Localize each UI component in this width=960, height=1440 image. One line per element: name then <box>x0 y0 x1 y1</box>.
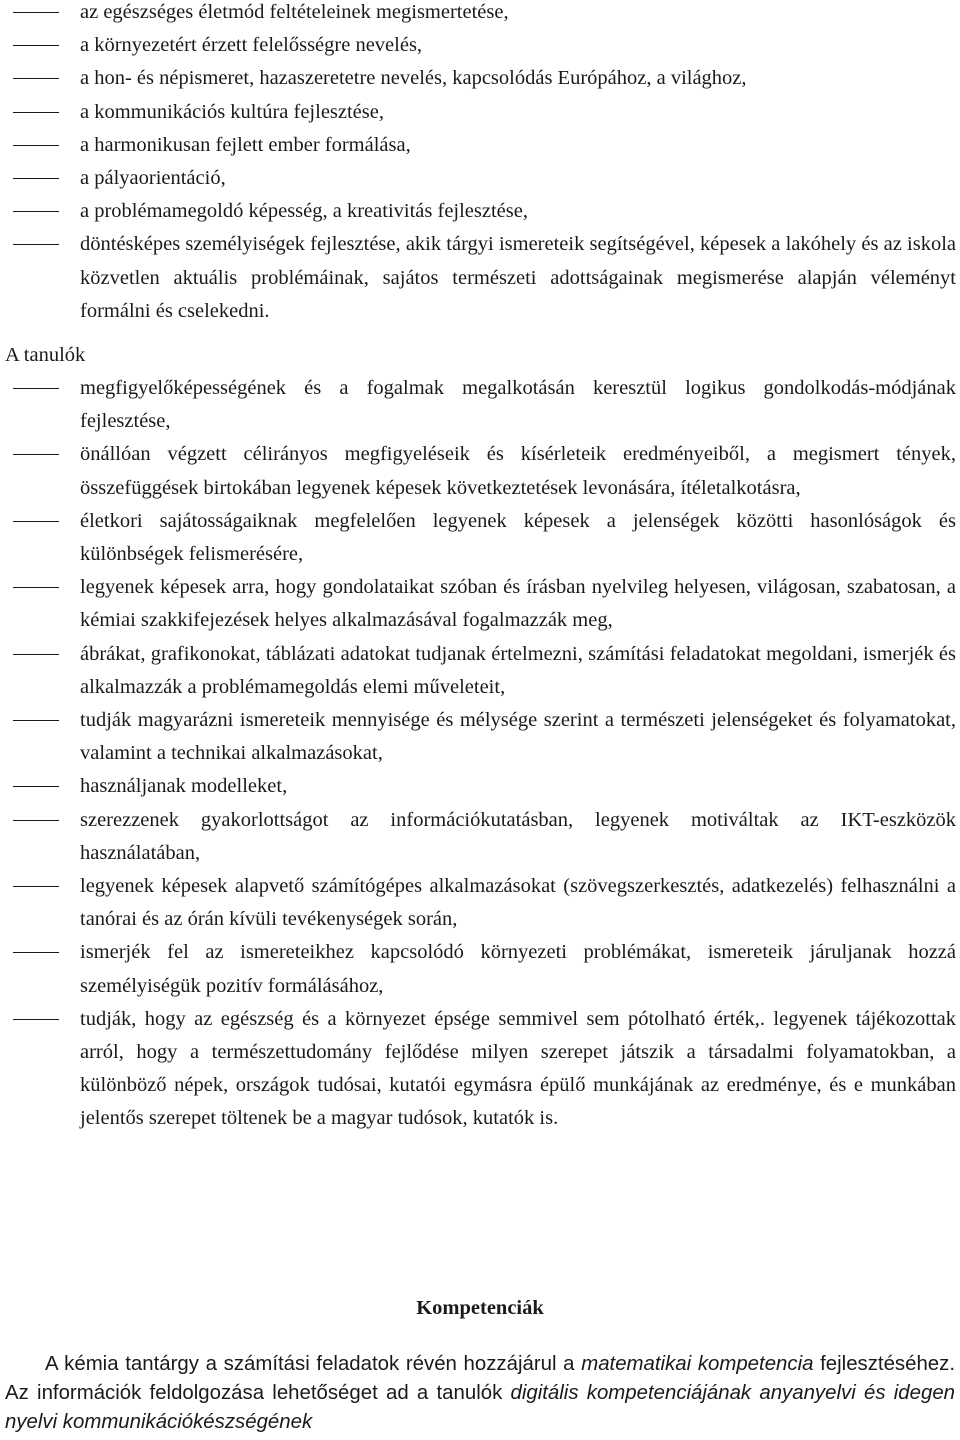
list-item: legyenek képesek arra, hogy gondolataikat szóban és írásban nyelvileg helyesen, világosan, szabatosan, a kémiai szakkifejezések helyes alkalmazásával fogalmazzák meg, <box>0 571 960 637</box>
list-item: a kommunikációs kultúra fejlesztése, <box>0 96 960 129</box>
list-item: tudják magyarázni ismereteik mennyisége és mélysége szerint a természeti jelenségeket és folyamatokat, valamint a technikai alkalmazásokat, <box>0 704 960 770</box>
list-item: a hon- és népismeret, hazaszeretetre nevelés, kapcsolódás Európához, a világhoz, <box>0 62 960 95</box>
section-heading: Kompetenciák <box>416 1297 544 1319</box>
list-item: tudják, hogy az egészség és a környezet épsége semmivel sem pótolható érték,. legyenek tájékozottak arról, hogy a természettudomány fejlődése milyen szerepet játszik a társadalmi folyamatokban, a különböző népek, országok tudósai, kutatói egymásra épülő munkájának az eredménye, és e munkában jelentős szerepet töltenek be a magyar tudósok, kutatók is. <box>0 1003 960 1136</box>
competence-paragraph <box>5 1350 955 1437</box>
competence-text: fejlesztéséhez. Az információk feldolgozása lehetőséget ad a tanulók <box>5 1353 956 1404</box>
list-item: az egészséges életmód feltételeinek megismertetése, <box>0 0 960 29</box>
list-item: ismerjék fel az ismereteikhez kapcsolódó környezeti problémákat, ismereteik járuljanak hozzá személyiségük pozitív formálásához, <box>0 936 960 1002</box>
list-item: legyenek képesek alapvető számítógépes alkalmazásokat (szövegszerkesztés, adatkezelés) felhasználni a tanórai és az órán kívüli tevékenységek során, <box>0 870 960 936</box>
competence-text: A kémia tantárgy a számítási feladatok révén hozzájárul a <box>45 1353 582 1375</box>
list-item: életkori sajátosságaiknak megfelelően legyenek képesek a jelenségek közötti hasonlóságok és különbségek felismerésére, <box>0 505 960 571</box>
list-item: a környezetért érzett felelősségre nevelés, <box>0 29 960 62</box>
list-item: a harmonikusan fejlett ember formálása, <box>0 129 960 162</box>
goals-list <box>0 0 960 328</box>
list-item: ábrákat, grafikonokat, táblázati adatokat tudjanak értelmezni, számítási feladatokat megoldani, ismerjék és alkalmazzák a problémamegoldás elemi műveleteit, <box>0 638 960 704</box>
list-item: megfigyelőképességének és a fogalmak megalkotásán keresztül logikus gondolkodás-módjának fejlesztése, <box>0 372 960 438</box>
list-item: döntésképes személyiségek fejlesztése, akik tárgyi ismereteik segítségével, képesek a lakóhely és az iskola közvetlen aktuális problémáinak, sajátos természeti adottságainak megismerése alapján véleményt formálni és cselekedni. <box>0 228 960 328</box>
list-item: a problémamegoldó képesség, a kreativitás fejlesztése, <box>0 195 960 228</box>
list-item: önállóan végzett célirányos megfigyeléseik és kísérleteik eredményeiből, a megismert tények, összefüggések birtokában legyenek képesek következtetések levonására, ítéletalkotásra, <box>0 438 960 504</box>
list-item: a pályaorientáció, <box>0 162 960 195</box>
student-goals-list <box>0 372 960 1136</box>
competence-emphasis: digitális kompetenciájának anyanyelvi és idegen nyelvi kommunikációkészségének <box>5 1382 955 1433</box>
lead-text: A tanulók <box>5 344 86 366</box>
list-item: szerezzenek gyakorlottságot az információkutatásban, legyenek motiváltak az IKT-eszközök használatában, <box>0 804 960 870</box>
competence-emphasis: matematikai kompetencia <box>581 1353 814 1375</box>
list-item: használjanak modelleket, <box>0 770 960 803</box>
